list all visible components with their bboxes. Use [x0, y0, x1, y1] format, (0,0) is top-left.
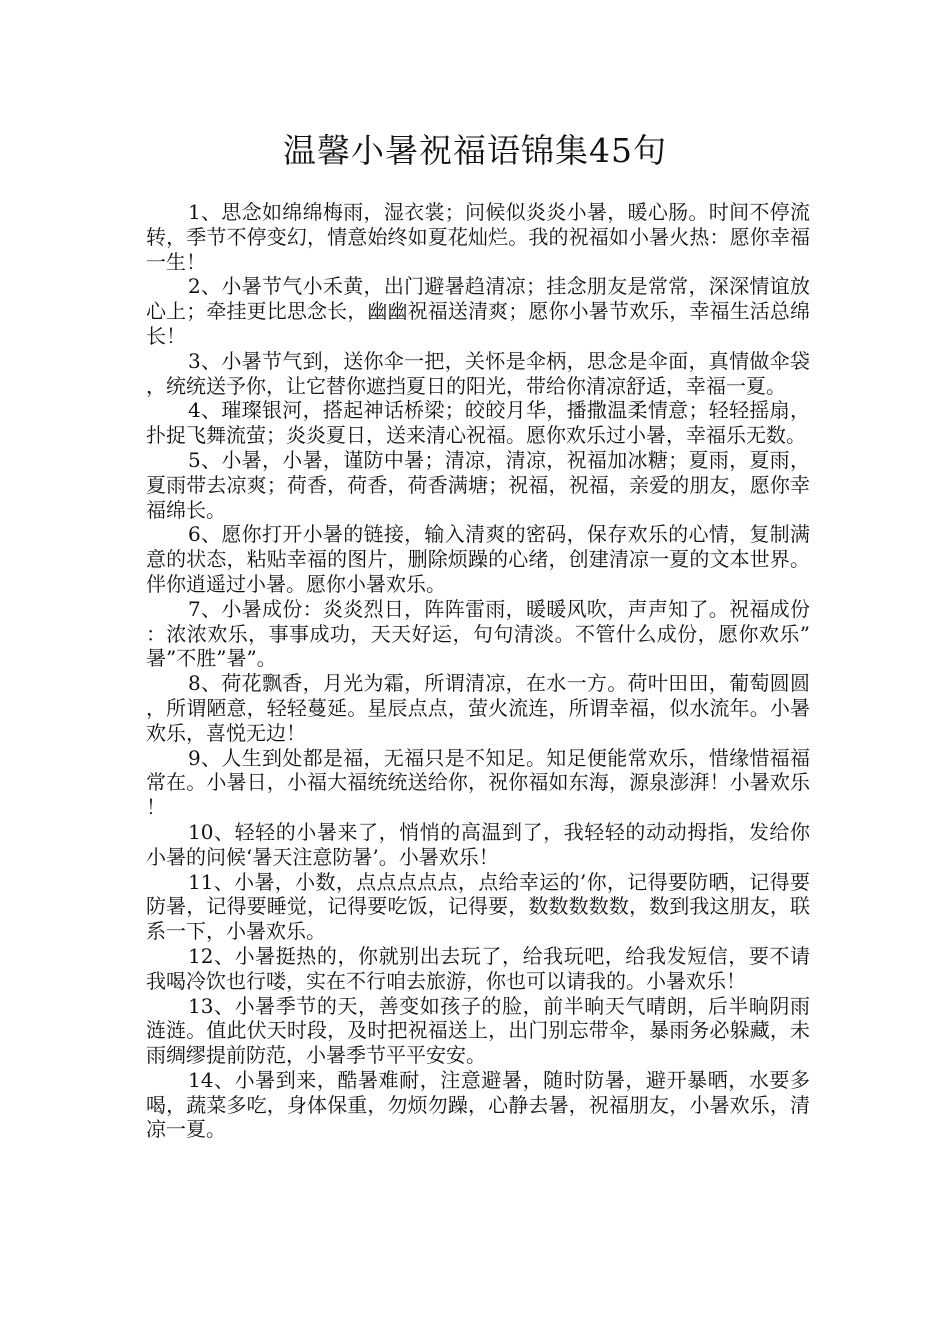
paragraph-13: 13、小暑季节的天，善变如孩子的脸，前半晌天气晴朗，后半晌阴雨涟涟。值此伏天时段，及时把祝福送上，出门别忘带伞，暴雨务必躲藏，未雨绸缪提前防范，小暑季节平平安安。: [146, 993, 810, 1068]
paragraph-12: 12、小暑挺热的，你就别出去玩了，给我玩吧，给我发短信，要不请我喝冷饮也行喽，实在不行咱去旅游，你也可以请我的。小暑欢乐！: [146, 943, 810, 993]
paragraph-5: 5、小暑，小暑，谨防中暑；清凉，清凉，祝福加冰糖；夏雨，夏雨，夏雨带去凉爽；荷香，荷香，荷香满塘；祝福，祝福，亲爱的朋友，愿你幸福绵长。: [146, 447, 810, 522]
paragraph-4: 4、璀璨银河，搭起神话桥梁；皎皎月华，播撒温柔情意；轻轻摇扇，扑捉飞舞流萤；炎炎夏日，送来清心祝福。愿你欢乐过小暑，幸福乐无数。: [146, 398, 810, 448]
paragraph-9: 9、人生到处都是福，无福只是不知足。知足便能常欢乐，惜缘惜福福常在。小暑日，小福大福统统送给你，祝你福如东海，源泉澎湃！小暑欢乐！: [146, 745, 810, 820]
paragraph-2: 2、小暑节气小禾黄，出门避暑趋清凉；挂念朋友是常常，深深情谊放心上；牵挂更比思念长，幽幽祝福送清爽；愿你小暑节欢乐，幸福生活总绵长！: [146, 274, 810, 348]
paragraph-14: 14、小暑到来，酷暑难耐，注意避暑，随时防暑，避开暴晒，水要多喝，蔬菜多吃，身体保重，勿烦勿躁，心静去暑，祝福朋友，小暑欢乐，清凉一夏。: [146, 1067, 810, 1142]
paragraph-3: 3、小暑节气到，送你伞一把，关怀是伞柄，思念是伞面，真情做伞袋，统统送予你，让它替你遮挡夏日的阳光，带给你清凉舒适，幸福一夏。: [146, 348, 810, 398]
paragraph-1: 1、思念如绵绵梅雨，湿衣裳；问候似炎炎小暑，暖心肠。时间不停流转，季节不停变幻，情意始终如夏花灿烂。我的祝福如小暑火热：愿你幸福一生！: [146, 200, 810, 274]
paragraph-11: 11、小暑，小数，点点点点点，点给幸运的’你，记得要防晒，记得要防暑，记得要睡觉，记得要吃饭，记得要，数数数数数，数到我这朋友，联系一下，小暑欢乐。: [146, 869, 810, 944]
paragraph-7: 7、小暑成份：炎炎烈日，阵阵雷雨，暖暖风吹，声声知了。祝福成份：浓浓欢乐，事事成功，天天好运，句句清淡。不管什么成份，愿你欢乐”暑”不胜”暑”。: [146, 596, 810, 671]
document-body: [146, 200, 810, 1142]
paragraph-8: 8、荷花飘香，月光为霜，所谓清凉，在水一方。荷叶田田，葡萄圆圆，所谓陋意，轻轻蔓延。星辰点点，萤火流连，所谓幸福，似水流年。小暑欢乐，喜悦无边！: [146, 671, 810, 745]
paragraph-10: 10、轻轻的小暑来了，悄悄的高温到了，我轻轻的动动拇指，发给你小暑的问候‘暑天注意防暑’。小暑欢乐！: [146, 819, 810, 869]
document-title: 温馨小暑祝福语锦集45句: [283, 131, 667, 170]
paragraph-6: 6、愿你打开小暑的链接，输入清爽的密码，保存欢乐的心情，复制满意的状态，粘贴幸福的图片，删除烦躁的心绪，创建清凉一夏的文本世界。伴你逍遥过小暑。愿你小暑欢乐。: [146, 522, 810, 596]
